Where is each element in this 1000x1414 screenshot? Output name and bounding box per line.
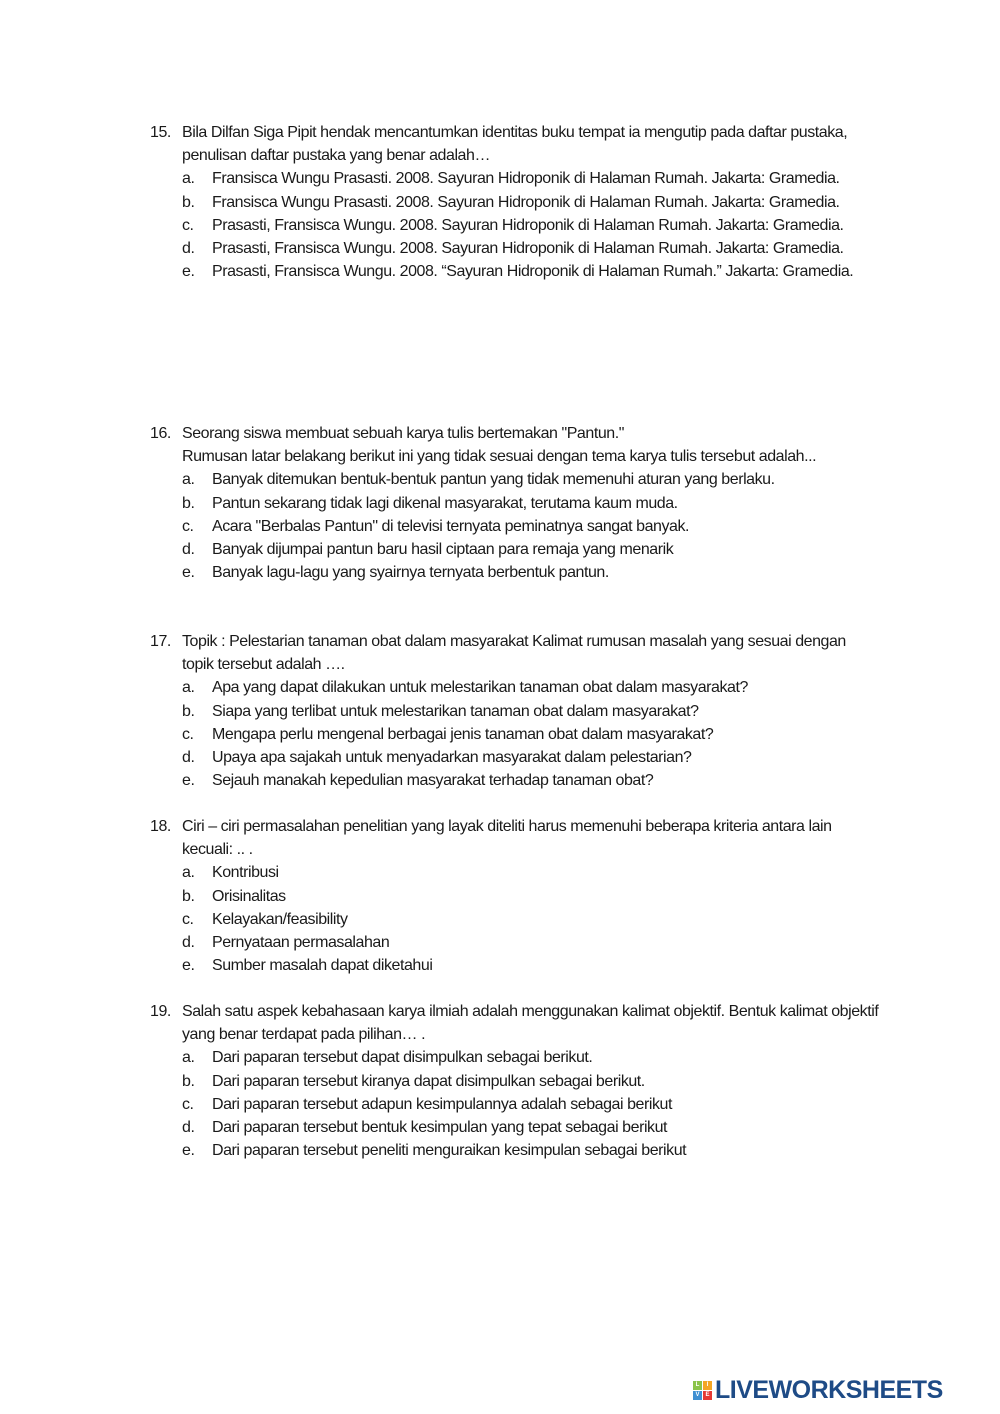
question-18 xyxy=(150,815,880,977)
option-text: Prasasti, Fransisca Wungu. 2008. “Sayuran Hidroponik di Halaman Rumah.” Jakarta: Gramedia. xyxy=(212,263,854,281)
option-letter: d. xyxy=(182,934,195,952)
option-text: Sumber masalah dapat diketahui xyxy=(212,957,433,975)
option-letter: e. xyxy=(182,263,195,281)
question-number: 15. xyxy=(150,124,171,141)
option-text: Orisinalitas xyxy=(212,887,286,905)
option-text: Dari paparan tersebut dapat disimpulkan sebagai berikut. xyxy=(212,1049,593,1067)
question-19 xyxy=(150,1000,880,1162)
liveworksheets-logo xyxy=(693,1376,943,1405)
option-letter: e. xyxy=(182,1142,195,1160)
option-letter: e. xyxy=(182,564,195,582)
option-text: Siapa yang terlibat untuk melestarikan tanaman obat dalam masyarakat? xyxy=(212,702,699,720)
option-letter: b. xyxy=(182,193,195,211)
option-letter: e. xyxy=(182,772,195,790)
question-number: 17. xyxy=(150,633,171,650)
logo-tiles-icon xyxy=(693,1381,712,1400)
option-text: Upaya apa sajakah untuk menyadarkan masyarakat dalam pelestarian? xyxy=(212,749,692,767)
question-text-2: Rumusan latar belakang berikut ini yang tidak sesuai dengan tema karya tulis tersebut adalah... xyxy=(182,448,817,466)
logo-tile: L xyxy=(693,1381,702,1390)
option-text: Banyak ditemukan bentuk-bentuk pantun yang tidak memenuhi aturan yang berlaku. xyxy=(212,471,775,489)
option-text: Acara "Berbalas Pantun" di televisi ternyata peminatnya sangat banyak. xyxy=(212,517,690,535)
answer-option[interactable] xyxy=(182,167,880,190)
answer-option[interactable] xyxy=(182,908,880,931)
option-text: Dari paparan tersebut bentuk kesimpulan yang tepat sebagai berikut xyxy=(212,1119,668,1137)
answer-option[interactable] xyxy=(182,1093,880,1116)
question-17 xyxy=(150,630,880,792)
option-letter: d. xyxy=(182,541,195,559)
option-text: Dari paparan tersebut adapun kesimpulannya adalah sebagai berikut xyxy=(212,1095,672,1113)
option-letter: b. xyxy=(182,1072,195,1090)
option-letter: c. xyxy=(182,725,194,743)
question-15 xyxy=(150,121,880,283)
answer-option[interactable] xyxy=(182,492,880,515)
question-16 xyxy=(150,422,880,584)
option-letter: c. xyxy=(182,1095,194,1113)
answer-option[interactable] xyxy=(182,723,880,746)
logo-text: LIVEWORKSHEETS xyxy=(715,1376,943,1404)
option-letter: a. xyxy=(182,864,195,882)
option-text: Kontribusi xyxy=(212,864,279,882)
question-number: 16. xyxy=(150,425,171,442)
answer-option[interactable] xyxy=(182,214,880,237)
option-letter: a. xyxy=(182,1049,195,1067)
option-text: Fransisca Wungu Prasasti. 2008. Sayuran Hidroponik di Halaman Rumah. Jakarta: Gramedia. xyxy=(212,170,840,188)
option-text: Kelayakan/feasibility xyxy=(212,910,348,928)
option-letter: b. xyxy=(182,494,195,512)
logo-tile: E xyxy=(703,1391,712,1400)
option-text: Dari paparan tersebut kiranya dapat disimpulkan sebagai berikut. xyxy=(212,1072,645,1090)
option-text: Prasasti, Fransisca Wungu. 2008. Sayuran Hidroponik di Halaman Rumah. Jakarta: Gramedia. xyxy=(212,240,844,258)
answer-option[interactable] xyxy=(182,237,880,260)
question-text: Ciri – ciri permasalahan penelitian yang layak diteliti harus memenuhi beberapa kriteria antara lain kecuali: .. . xyxy=(182,818,832,859)
option-letter: a. xyxy=(182,170,195,188)
logo-tile: V xyxy=(693,1391,702,1400)
option-letter: d. xyxy=(182,240,195,258)
answer-option[interactable] xyxy=(182,561,880,584)
answer-option[interactable] xyxy=(182,1139,880,1162)
answer-option[interactable] xyxy=(182,676,880,699)
answer-option[interactable] xyxy=(182,1070,880,1093)
answer-option[interactable] xyxy=(182,861,880,884)
option-letter: c. xyxy=(182,517,194,535)
option-text: Apa yang dapat dilakukan untuk melestarikan tanaman obat dalam masyarakat? xyxy=(212,679,748,697)
question-text: Topik : Pelestarian tanaman obat dalam masyarakat Kalimat rumusan masalah yang sesuai dengan topik tersebut adalah …. xyxy=(182,633,846,674)
option-letter: b. xyxy=(182,887,195,905)
question-text: Bila Dilfan Siga Pipit hendak mencantumkan identitas buku tempat ia mengutip pada daftar pustaka, penulisan daftar pustaka yang benar adalah… xyxy=(182,124,848,165)
option-text: Banyak lagu-lagu yang syairnya ternyata berbentuk pantun. xyxy=(212,564,609,582)
answer-option[interactable] xyxy=(182,769,880,792)
option-letter: d. xyxy=(182,1119,195,1137)
option-letter: d. xyxy=(182,749,195,767)
option-text: Fransisca Wungu Prasasti. 2008. Sayuran Hidroponik di Halaman Rumah. Jakarta: Gramedia. xyxy=(212,193,840,211)
question-text: Seorang siswa membuat sebuah karya tulis bertemakan "Pantun." xyxy=(182,425,624,442)
answer-option[interactable] xyxy=(182,746,880,769)
option-letter: a. xyxy=(182,471,195,489)
answer-option[interactable] xyxy=(182,468,880,491)
option-text: Banyak dijumpai pantun baru hasil ciptaan para remaja yang menarik xyxy=(212,541,674,559)
option-letter: b. xyxy=(182,702,195,720)
option-text: Dari paparan tersebut peneliti menguraikan kesimpulan sebagai berikut xyxy=(212,1142,687,1160)
option-text: Pantun sekarang tidak lagi dikenal masyarakat, terutama kaum muda. xyxy=(212,494,678,512)
option-text: Sejauh manakah kepedulian masyarakat terhadap tanaman obat? xyxy=(212,772,654,790)
answer-option[interactable] xyxy=(182,931,880,954)
logo-tile: I xyxy=(703,1381,712,1390)
question-text: Salah satu aspek kebahasaan karya ilmiah adalah menggunakan kalimat objektif. Bentuk kalimat objektif yang benar terdapat pada pilihan… . xyxy=(182,1003,879,1044)
option-letter: c. xyxy=(182,910,194,928)
answer-option[interactable] xyxy=(182,700,880,723)
option-text: Pernyataan permasalahan xyxy=(212,934,390,952)
option-text: Prasasti, Fransisca Wungu. 2008. Sayuran Hidroponik di Halaman Rumah. Jakarta: Gramedia. xyxy=(212,216,844,234)
option-text: Mengapa perlu mengenal berbagai jenis tanaman obat dalam masyarakat? xyxy=(212,725,714,743)
answer-option[interactable] xyxy=(182,1116,880,1139)
option-letter: c. xyxy=(182,216,194,234)
answer-option[interactable] xyxy=(182,260,880,283)
answer-option[interactable] xyxy=(182,515,880,538)
answer-option[interactable] xyxy=(182,885,880,908)
answer-option[interactable] xyxy=(182,191,880,214)
answer-option[interactable] xyxy=(182,1046,880,1069)
option-letter: a. xyxy=(182,679,195,697)
question-number: 18. xyxy=(150,818,171,835)
option-letter: e. xyxy=(182,957,195,975)
answer-option[interactable] xyxy=(182,954,880,977)
answer-option[interactable] xyxy=(182,538,880,561)
question-number: 19. xyxy=(150,1003,171,1020)
